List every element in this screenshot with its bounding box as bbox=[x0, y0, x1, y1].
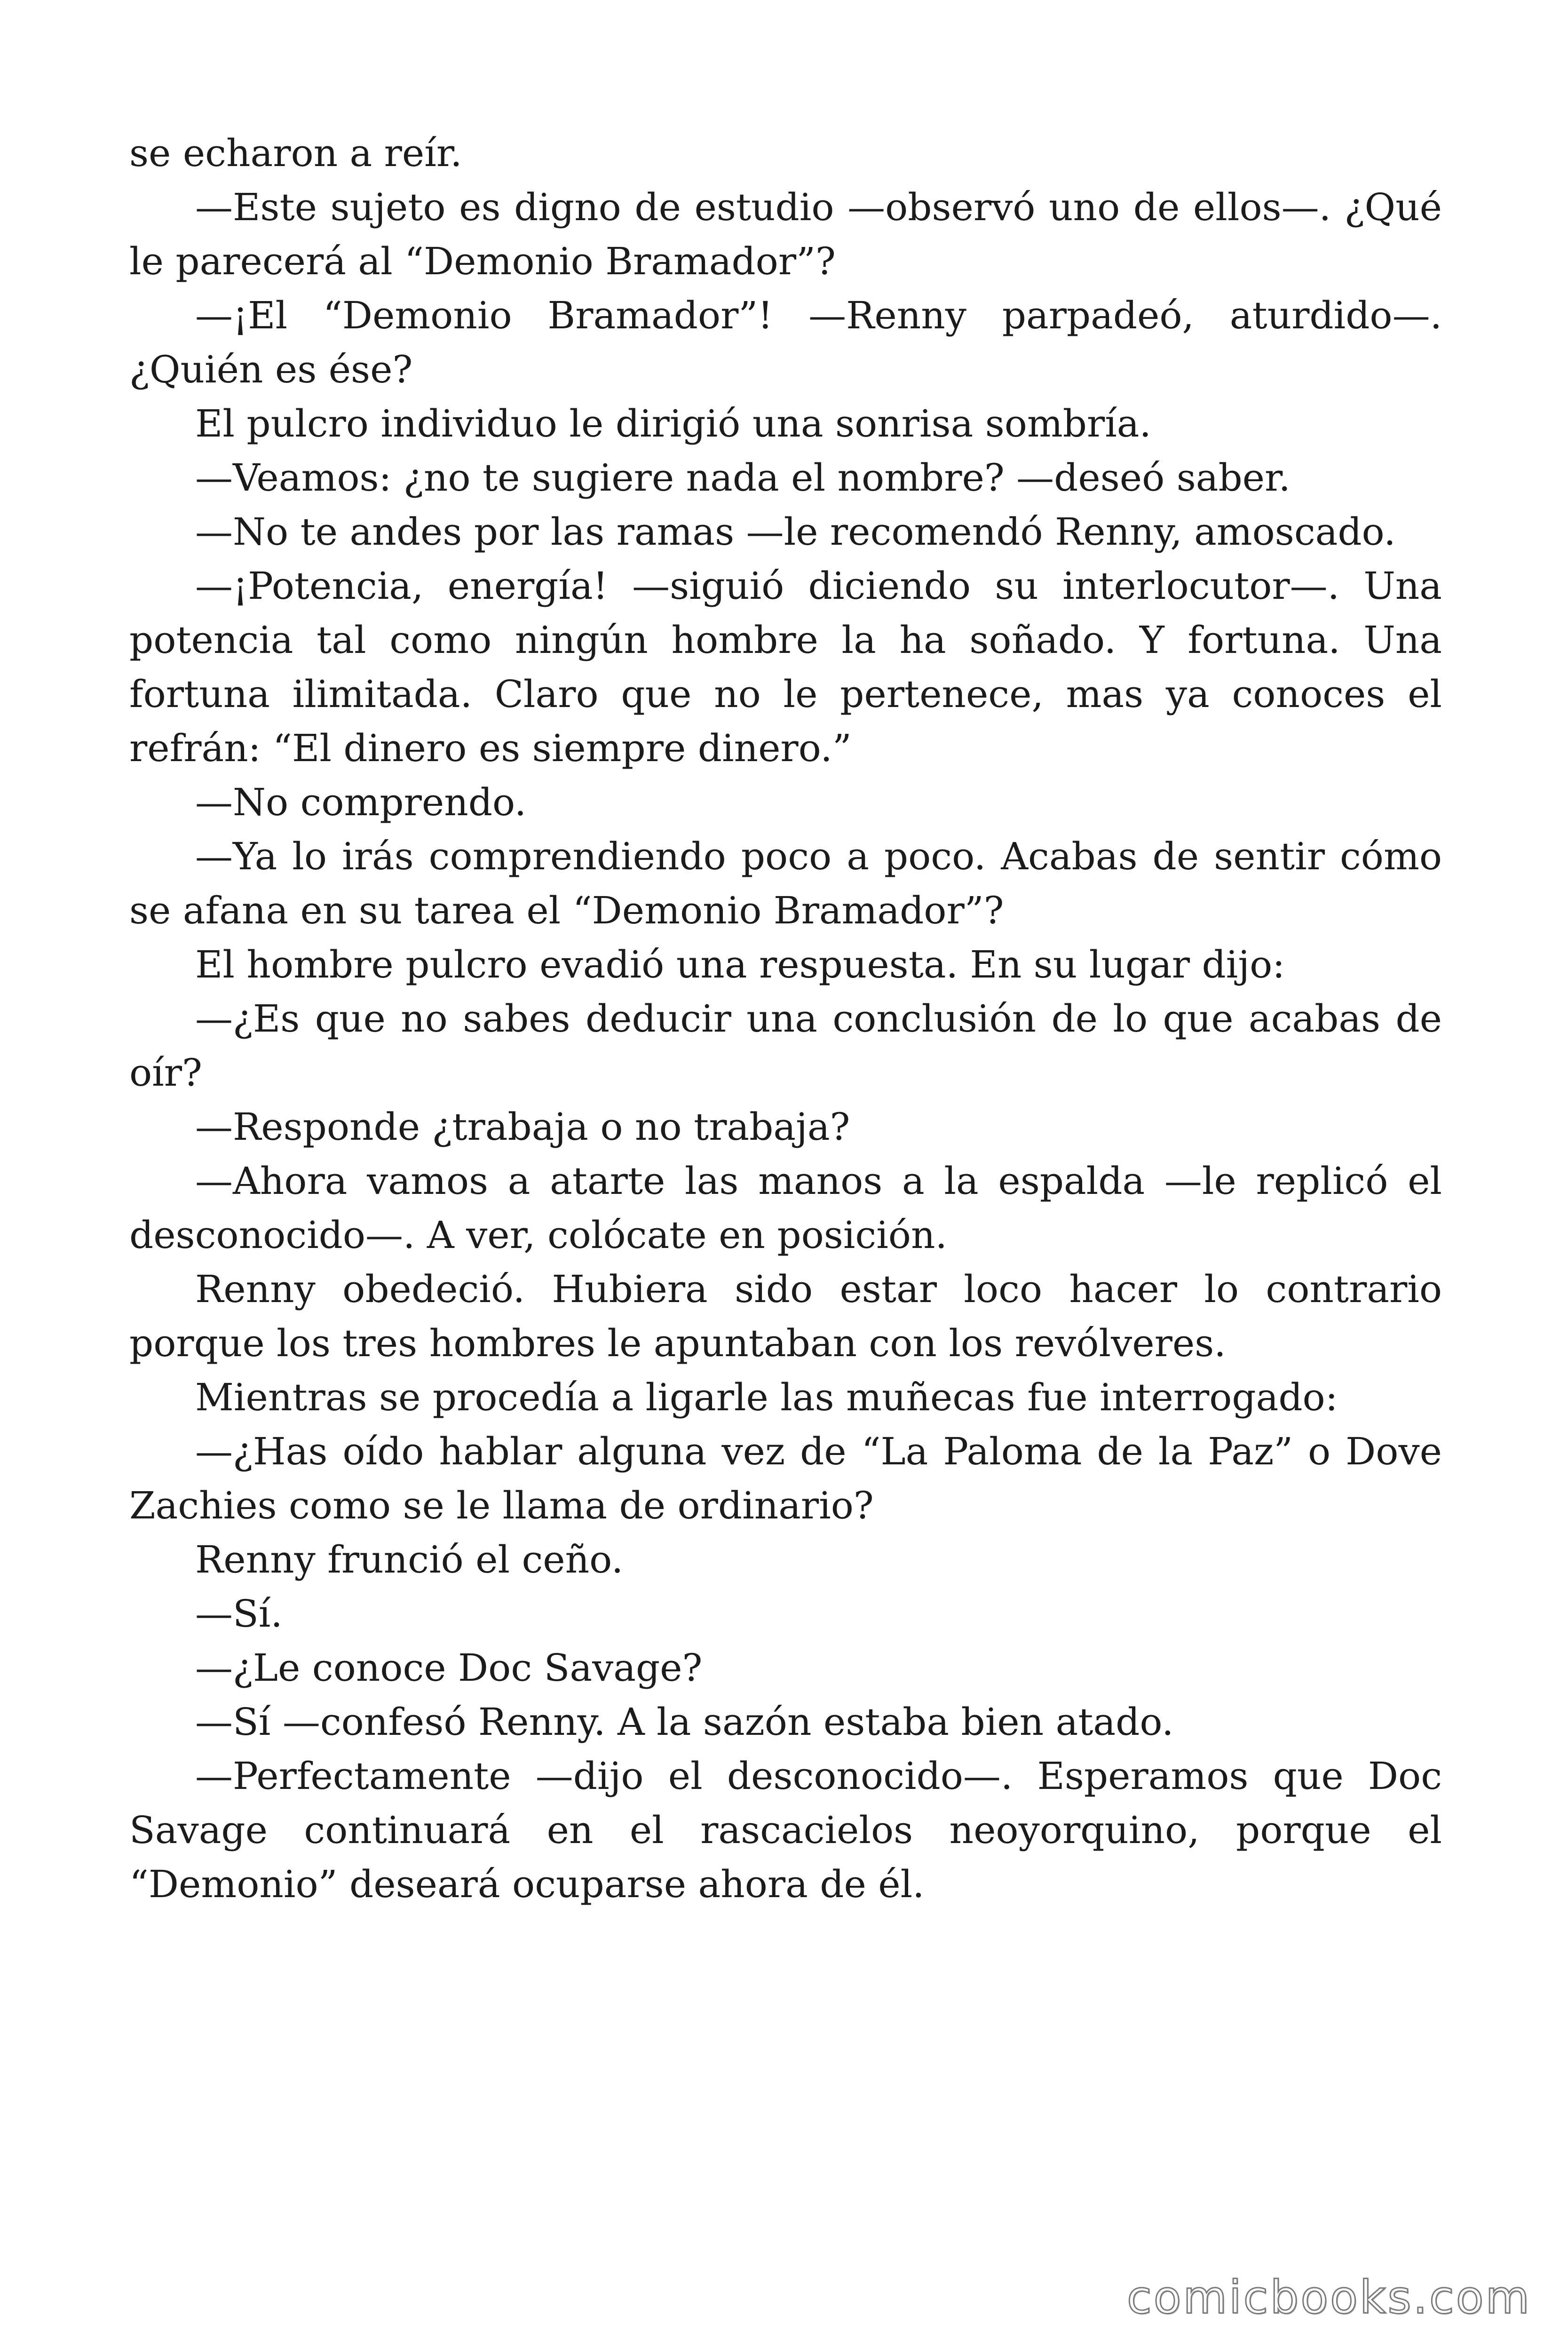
paragraph: —Sí —confesó Renny. A la sazón estaba bien atado. bbox=[195, 1700, 1174, 1744]
paragraph: —Ahora vamos a atarte las manos a la espalda —le replicó el desconocido—. A ver, colócate en posición. bbox=[129, 1159, 1442, 1257]
page-text-block bbox=[129, 126, 1442, 1911]
paragraph: —No te andes por las ramas —le recomendó Renny, amoscado. bbox=[195, 510, 1396, 554]
paragraph: se echaron a reír. bbox=[129, 131, 462, 175]
paragraph: Renny frunció el ceño. bbox=[195, 1538, 624, 1581]
paragraph: —Sí. bbox=[195, 1592, 283, 1636]
paragraph: Renny obedeció. Hubiera sido estar loco hacer lo contrario porque los tres hombres le apuntaban con los revólveres. bbox=[129, 1267, 1442, 1365]
paragraph: —¿Es que no sabes deducir una conclusión de lo que acabas de oír? bbox=[129, 997, 1442, 1095]
paragraph: —¡El “Demonio Bramador”! —Renny parpadeó, aturdido—. ¿Quién es ése? bbox=[129, 294, 1442, 391]
paragraph: —Responde ¿trabaja o no trabaja? bbox=[195, 1105, 850, 1149]
paragraph: —¿Has oído hablar alguna vez de “La Paloma de la Paz” o Dove Zachies como se le llama de ordinario? bbox=[129, 1430, 1442, 1527]
paragraph: —No comprendo. bbox=[195, 780, 527, 824]
paragraph: —Perfectamente —dijo el desconocido—. Esperamos que Doc Savage continuará en el rascacielos neoyorquino, porque el “Demonio” deseará ocuparse ahora de él. bbox=[129, 1754, 1442, 1906]
paragraph: El pulcro individuo le dirigió una sonrisa sombría. bbox=[195, 402, 1151, 445]
paragraph: —Veamos: ¿no te sugiere nada el nombre? —deseó saber. bbox=[195, 456, 1291, 500]
paragraph: —¿Le conoce Doc Savage? bbox=[195, 1646, 703, 1690]
paragraph: —Ya lo irás comprendiendo poco a poco. Acabas de sentir cómo se afana en su tarea el “Demonio Bramador”? bbox=[129, 834, 1442, 932]
site-watermark: comicbooks.com bbox=[1126, 2271, 1531, 2324]
paragraph: —Este sujeto es digno de estudio —observó uno de ellos—. ¿Qué le parecerá al “Demonio Bramador”? bbox=[129, 185, 1442, 283]
paragraph: El hombre pulcro evadió una respuesta. En su lugar dijo: bbox=[195, 943, 1285, 986]
paragraph: —¡Potencia, energía! —siguió diciendo su interlocutor—. Una potencia tal como ningún hombre la ha soñado. Y fortuna. Una fortuna ilimitada. Claro que no le pertenece, mas ya conoces el refrán: “El dinero es siempre dinero.” bbox=[129, 564, 1442, 770]
paragraph: Mientras se procedía a ligarle las muñecas fue interrogado: bbox=[195, 1375, 1338, 1419]
